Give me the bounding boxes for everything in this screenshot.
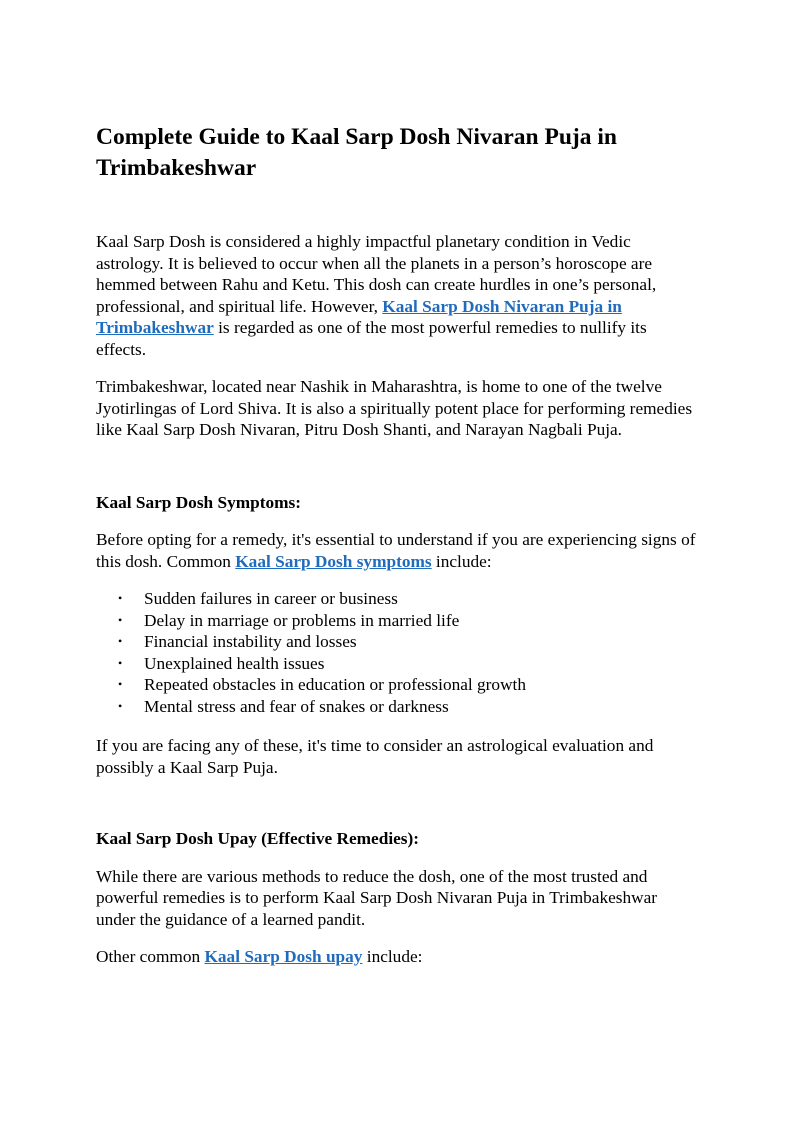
upay-paragraph: While there are various methods to reduce the dosh, one of the most trusted and powerful remedies is to perform Kaal Sarp Dosh Nivaran Puja in Trimbakeshwar under the guidance of a learned pandit. bbox=[96, 866, 658, 929]
list-item bbox=[118, 610, 698, 632]
symptoms-list bbox=[96, 588, 698, 717]
bullet-icon: • bbox=[118, 634, 123, 648]
list-item-text: Unexplained health issues bbox=[144, 653, 325, 673]
symptoms-intro-after: include: bbox=[431, 551, 492, 571]
list-item bbox=[118, 696, 698, 718]
list-item-text: Mental stress and fear of snakes or darkness bbox=[144, 696, 449, 716]
bullet-icon: • bbox=[118, 677, 123, 691]
symptoms-closing-paragraph: If you are facing any of these, it's time to consider an astrological evaluation and possibly a Kaal Sarp Puja. bbox=[96, 736, 654, 777]
intro-text-after: is regarded as one of the most powerful remedies to nullify its effects. bbox=[96, 318, 647, 359]
page-title: Complete Guide to Kaal Sarp Dosh Nivaran Puja in Trimbakeshwar bbox=[96, 124, 617, 181]
symptoms-intro-paragraph bbox=[96, 529, 698, 572]
bullet-icon: • bbox=[118, 698, 123, 713]
intro-paragraph bbox=[96, 231, 698, 360]
other-upay-after: include: bbox=[362, 947, 423, 966]
bullet-icon: • bbox=[118, 655, 123, 670]
upay-link[interactable]: Kaal Sarp Dosh upay bbox=[204, 947, 363, 966]
upay-heading: Kaal Sarp Dosh Upay (Effective Remedies): bbox=[96, 829, 420, 848]
nivaran-puja-link[interactable]: Kaal Sarp Dosh Nivaran Puja in Trimbakeshwar bbox=[96, 296, 622, 337]
list-item bbox=[118, 588, 698, 610]
list-item bbox=[118, 653, 698, 675]
bullet-icon: • bbox=[118, 612, 123, 627]
symptoms-link[interactable]: Kaal Sarp Dosh symptoms bbox=[235, 551, 432, 571]
other-upay-paragraph bbox=[96, 946, 698, 968]
trimbakeshwar-paragraph: Trimbakeshwar, located near Nashik in Maharashtra, is home to one of the twelve Jyotirlingas of Lord Shiva. It is also a spiritually potent place for performing remedies like Kaal Sarp Dosh Nivaran, Pitru Dosh Shanti, and Narayan Nagbali Puja. bbox=[96, 377, 693, 439]
symptoms-intro-before: Before opting for a remedy, it's essential to understand if you are experiencing signs of this dosh. Common bbox=[96, 530, 696, 571]
list-item-text: Financial instability and losses bbox=[144, 632, 357, 651]
list-item-text: Delay in marriage or problems in married life bbox=[144, 610, 460, 630]
intro-text-before: Kaal Sarp Dosh is considered a highly impactful planetary condition in Vedic astrology. It is believed to occur when all the planets in a person’s horoscope are hemmed between Rahu and Ketu. This dosh can create hurdles in one’s personal, professional, and spiritual life. However, bbox=[96, 232, 657, 316]
list-item bbox=[118, 631, 698, 653]
list-item-text: Repeated obstacles in education or professional growth bbox=[144, 675, 526, 694]
list-item-text: Sudden failures in career or business bbox=[144, 589, 398, 608]
bullet-icon: • bbox=[118, 591, 123, 605]
symptoms-heading: Kaal Sarp Dosh Symptoms: bbox=[96, 492, 302, 512]
other-upay-before: Other common bbox=[96, 947, 205, 966]
list-item bbox=[118, 674, 698, 696]
